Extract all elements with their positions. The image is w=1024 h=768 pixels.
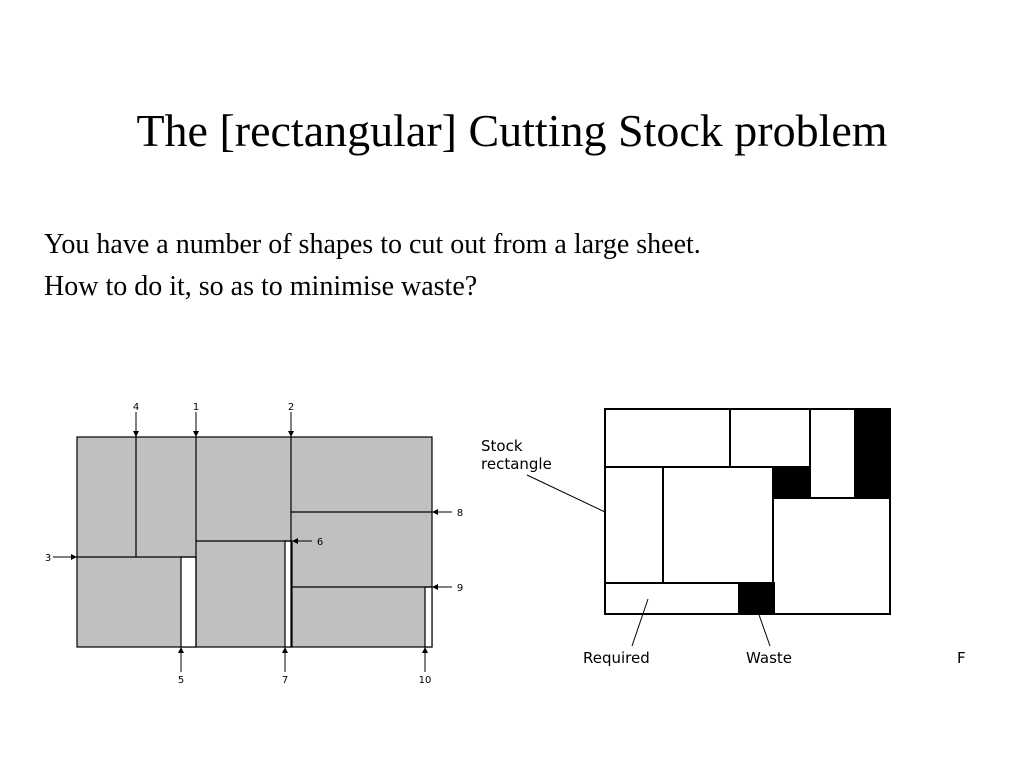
cut-label: 10 bbox=[418, 675, 432, 686]
stock-label: rectangle bbox=[481, 455, 552, 473]
slide-title: The [rectangular] Cutting Stock problem bbox=[136, 105, 888, 156]
waste-block bbox=[773, 467, 809, 498]
stock-sheet bbox=[77, 437, 432, 647]
trim-strip bbox=[425, 587, 432, 647]
cut-label: 5 bbox=[177, 675, 185, 686]
waste-block bbox=[739, 583, 774, 614]
stock-layout-diagram bbox=[527, 409, 890, 646]
cut-label: 9 bbox=[456, 583, 464, 594]
waste-label: Waste bbox=[746, 649, 792, 667]
body-line-2: How to do it, so as to minimise waste? bbox=[44, 271, 478, 302]
stray-char: F bbox=[957, 649, 966, 667]
cut-label: 7 bbox=[281, 675, 289, 686]
cut-label: 8 bbox=[456, 508, 464, 519]
waste-block bbox=[855, 409, 890, 498]
cut-label: 1 bbox=[192, 402, 200, 413]
cut-label: 4 bbox=[132, 402, 140, 413]
cut-label: 2 bbox=[287, 402, 295, 413]
required-label: Required bbox=[583, 649, 650, 667]
trim-strip bbox=[181, 557, 196, 647]
cut-diagram bbox=[53, 412, 452, 672]
body-line-1: You have a number of shapes to cut out from a large sheet. bbox=[44, 229, 701, 260]
cut-label: 3 bbox=[44, 553, 52, 564]
cut-label: 6 bbox=[316, 537, 324, 548]
stock-label: Stock bbox=[481, 437, 523, 455]
